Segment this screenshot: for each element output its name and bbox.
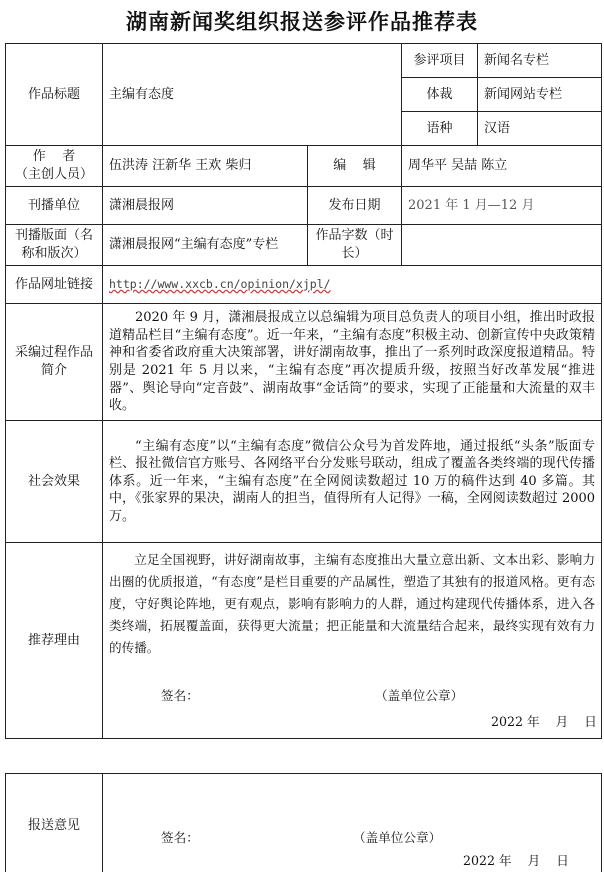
process-text[interactable]: 2020 年 9 月，潇湘晨报成立以总编辑为项目总负责人的项目小组，推出时政报道精品栏目“主编有态度”。近一年来，“主编有态度”积极主动、创新宣传中央政策精神和省委省政府重大决策部署，讲好湖南故事，推出了一系列时政深度报道精品。特别是 2021 年 5 月以来，“主编有态度”再次提质升级，按照当好改革发展“推进器”、舆论导向“定音鼓”、湖南故事“金话筒”的要求，实现了正能量和大流量的双丰收。 [103,304,602,421]
word-count-value[interactable] [402,225,602,266]
work-title-label: 作品标题 [6,44,103,146]
publish-date-value[interactable]: 2021 年 1 月—12 月 [402,187,602,225]
submission-opinion-table [5,773,602,872]
recommendation-form [5,43,602,739]
category-label: 参评项目 [402,44,478,78]
publish-date-label: 发布日期 [308,187,402,225]
reason-sign-label: 签名： [161,687,199,704]
reason-label: 推荐理由 [6,543,103,739]
submission-label: 报送意见 [6,774,103,872]
author-label-line1: 作 者 [12,148,96,166]
language-label: 语种 [402,112,478,146]
submission-date-line: 2022 年 月 日 [463,850,569,869]
publisher-value[interactable]: 潇湘晨报网 [103,187,308,225]
word-count-label: 作品字数（时长） [308,225,402,266]
genre-label: 体裁 [402,78,478,112]
effect-text[interactable]: “主编有态度”以“主编有态度”微信公众号为首发阵地，通过报纸“头条”版面专栏、报社微信官方账号、各网络平台分发账号联动，组成了覆盖各类终端的现代传播体系。近一年来，“主编有态度”在全网阅读数超过 10 万的稿件达到 40 多篇。其中，《张家界的果决，湖南人的担当，值得所有人记得》一稿，全网阅读数超过 2000 万。 [103,421,602,543]
effect-label: 社会效果 [6,421,103,543]
work-title-value[interactable]: 主编有态度 [103,44,402,146]
editors-value[interactable]: 周华平 吴喆 陈立 [402,146,602,187]
page-title: 湖南新闻奖组织报送参评作品推荐表 [0,6,604,36]
url-link[interactable]: http://www.xxcb.cn/opinion/xjpl/ [109,277,331,291]
genre-value[interactable]: 新闻网站专栏 [478,78,602,112]
reason-seal-label: （盖单位公章） [375,687,463,704]
submission-cell[interactable] [103,774,602,872]
reason-cell [103,543,602,739]
submission-sign-label: 签名： [161,827,199,846]
language-value[interactable]: 汉语 [478,112,602,146]
url-label: 作品网址链接 [6,266,103,304]
author-label-line2: （主创人员） [12,166,96,184]
process-label: 采编过程作品简介 [6,304,103,421]
authors-value[interactable]: 伍洪涛 汪新华 王欢 柴归 [103,146,308,187]
category-value[interactable]: 新闻名专栏 [478,44,602,78]
submission-seal-label: （盖单位公章） [353,827,441,846]
edition-value[interactable]: 潇湘晨报网“主编有态度”专栏 [103,225,308,266]
author-label [6,146,103,187]
reason-date-line: 2022 年 月 日 [491,713,597,730]
publisher-label: 刊播单位 [6,187,103,225]
editor-label: 编 辑 [308,146,402,187]
edition-label: 刊播版面（名称和版次） [6,225,103,266]
reason-text[interactable]: 立足全国视野，讲好湖南故事，主编有态度推出大量立意出新、文本出彩、影响力出圈的优质报道，“有态度”是栏目重要的产品属性，塑造了其独有的报道风格。更有态度，守好舆论阵地，更有观点，影响有影响力的人群，通过构建现代传播体系，进入各类终端，拓展覆盖面，获得更大流量；把正能量和大流量结合起来，最终实现有效有力的传播。 [103,543,601,659]
